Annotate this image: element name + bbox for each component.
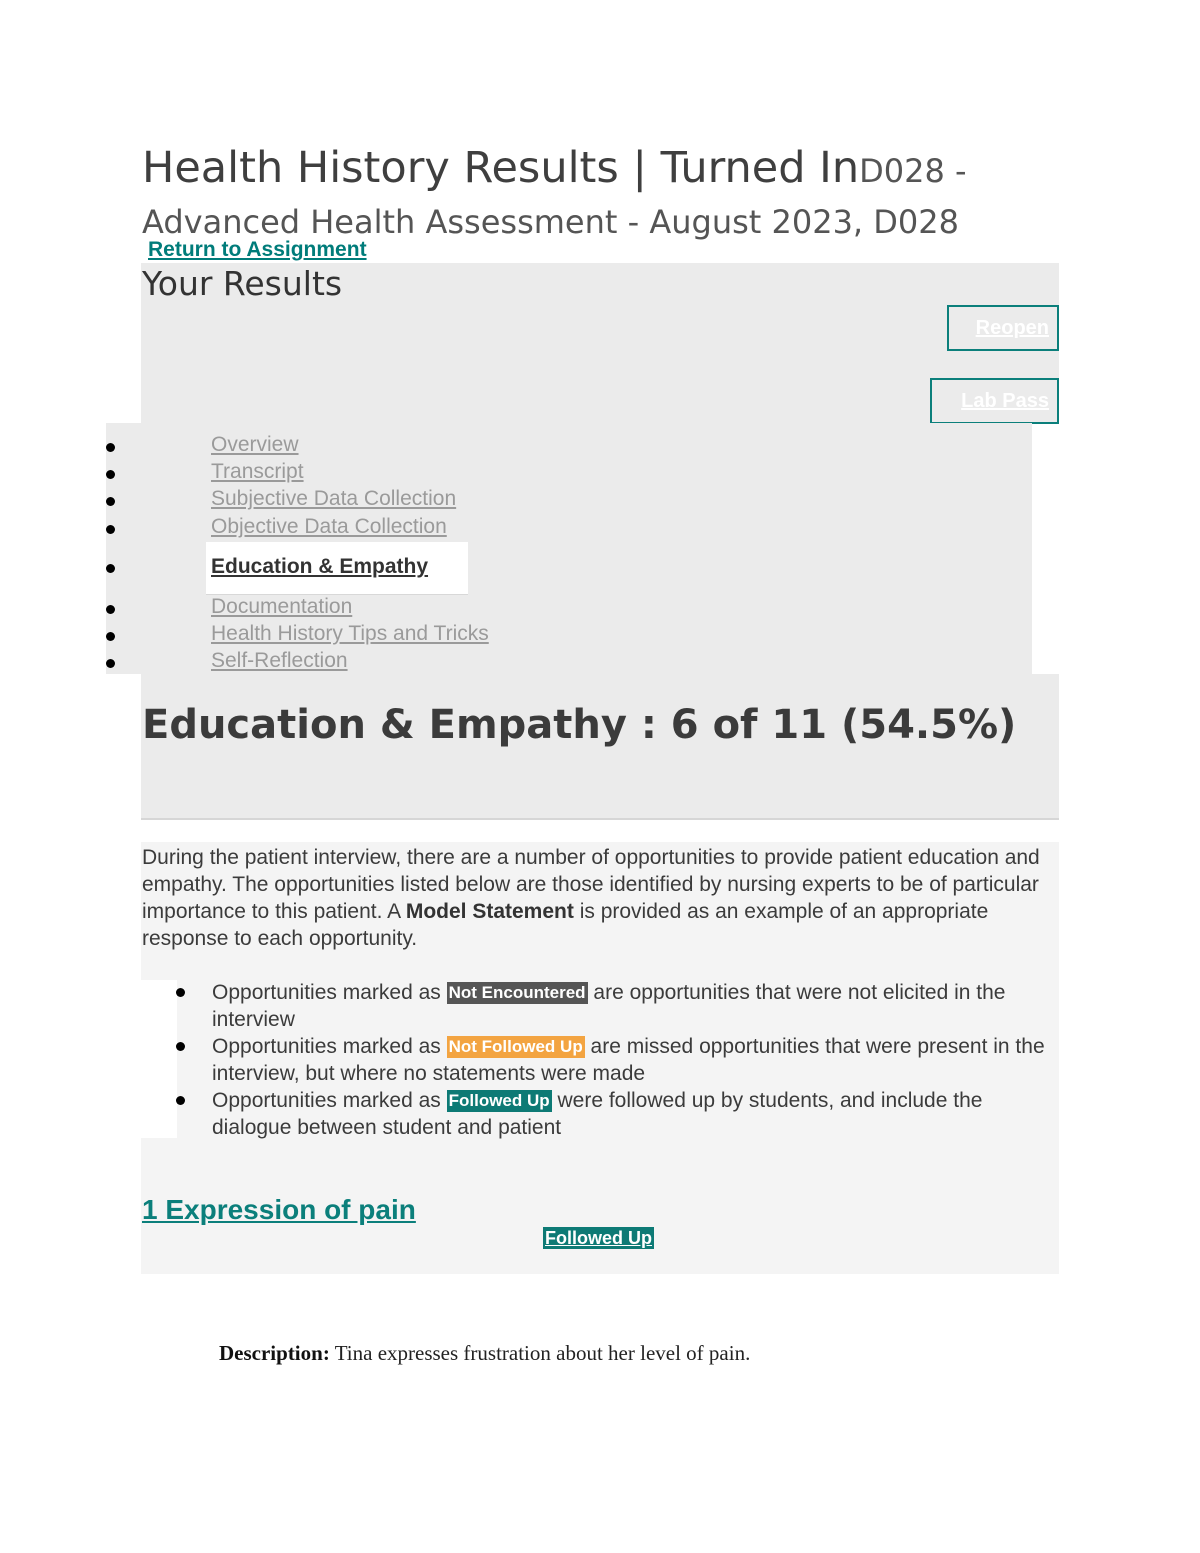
page-title bbox=[142, 144, 1072, 246]
legend-item-not-encountered bbox=[176, 979, 1056, 1033]
followed-up-badge: Followed Up bbox=[448, 1091, 550, 1110]
lab-pass-button[interactable]: Lab Pass bbox=[930, 378, 1059, 424]
legend-prefix: Opportunities marked as bbox=[212, 981, 447, 1004]
bullet-icon bbox=[106, 525, 115, 534]
bullet-icon bbox=[176, 988, 185, 997]
nav-item-self-reflection[interactable] bbox=[106, 649, 1032, 675]
nav-item-label[interactable]: Documentation bbox=[211, 595, 353, 618]
intro-text-end: is provided as an example of an appropriate response to each opportunity. bbox=[142, 900, 989, 950]
legend-list bbox=[176, 979, 1056, 1141]
legend-item-followed-up bbox=[176, 1087, 1056, 1141]
nav-item-label[interactable]: Overview bbox=[211, 433, 299, 456]
panel-gutter bbox=[141, 980, 177, 1138]
nav-item-overview[interactable] bbox=[106, 433, 1032, 459]
nav-item-tips-tricks[interactable] bbox=[106, 622, 1032, 648]
legend-prefix: Opportunities marked as bbox=[212, 1035, 447, 1058]
not-encountered-badge: Not Encountered bbox=[448, 983, 586, 1002]
nav-item-label[interactable]: Self-Reflection bbox=[211, 649, 348, 672]
intro-paragraph bbox=[142, 844, 1057, 952]
nav-item-label[interactable]: Health History Tips and Tricks bbox=[211, 622, 489, 645]
legend-item-not-followed-up bbox=[176, 1033, 1056, 1087]
bullet-icon bbox=[106, 470, 115, 479]
bullet-icon bbox=[106, 497, 115, 506]
bullet-icon bbox=[106, 632, 115, 641]
results-nav bbox=[106, 423, 1032, 674]
nav-item-education-empathy[interactable] bbox=[106, 554, 1032, 580]
results-heading: Your Results bbox=[142, 264, 343, 303]
reopen-button[interactable]: Reopen bbox=[947, 305, 1059, 351]
nav-item-label[interactable]: Objective Data Collection bbox=[211, 515, 447, 538]
legend-prefix: Opportunities marked as bbox=[212, 1089, 447, 1112]
course-name: D028 - Advanced Health Assessment - August 2023, D028 bbox=[142, 152, 967, 241]
opportunity-status-badge[interactable]: Followed Up bbox=[545, 1228, 652, 1248]
nav-item-documentation[interactable] bbox=[106, 595, 1032, 621]
bullet-icon bbox=[106, 564, 115, 573]
nav-item-transcript[interactable] bbox=[106, 460, 1032, 486]
bullet-icon bbox=[106, 443, 115, 452]
model-statement-term: Model Statement bbox=[405, 900, 574, 923]
bullet-icon bbox=[106, 605, 115, 614]
bullet-icon bbox=[176, 1042, 185, 1051]
description-text: Tina expresses frustration about her level of pain. bbox=[329, 1341, 751, 1365]
bullet-icon bbox=[176, 1096, 185, 1105]
return-to-assignment-link[interactable]: Return to Assignment bbox=[148, 238, 367, 261]
intro-text-start: During the patient interview, there are a number of opportunities to provide patient education and empathy. The opportunities listed below are those identified by nursing experts to be of particular importance to this patient. A bbox=[142, 846, 1040, 923]
section-score-heading: Education & Empathy : 6 of 11 (54.5%) bbox=[142, 702, 1017, 748]
legend-suffix: are missed opportunities that were present in the interview, but where no statements were made bbox=[212, 1035, 1045, 1085]
page-title-text: Health History Results | Turned In bbox=[142, 143, 860, 193]
opportunity-heading-link[interactable]: 1 Expression of pain bbox=[142, 1194, 416, 1225]
nav-item-label[interactable]: Transcript bbox=[211, 460, 304, 483]
not-followed-up-badge: Not Followed Up bbox=[448, 1037, 583, 1056]
legend-suffix: were followed up by students, and include the dialogue between student and patient bbox=[212, 1089, 983, 1139]
description-label: Description: bbox=[219, 1341, 330, 1365]
bullet-icon bbox=[106, 659, 115, 668]
nav-item-label[interactable]: Education & Empathy bbox=[211, 555, 429, 578]
legend-suffix: are opportunities that were not elicited in the interview bbox=[212, 981, 1006, 1031]
nav-item-label[interactable]: Subjective Data Collection bbox=[211, 487, 457, 510]
nav-item-objective-data[interactable] bbox=[106, 515, 1032, 541]
nav-item-subjective-data[interactable] bbox=[106, 487, 1032, 513]
opportunity-description bbox=[219, 1341, 750, 1366]
